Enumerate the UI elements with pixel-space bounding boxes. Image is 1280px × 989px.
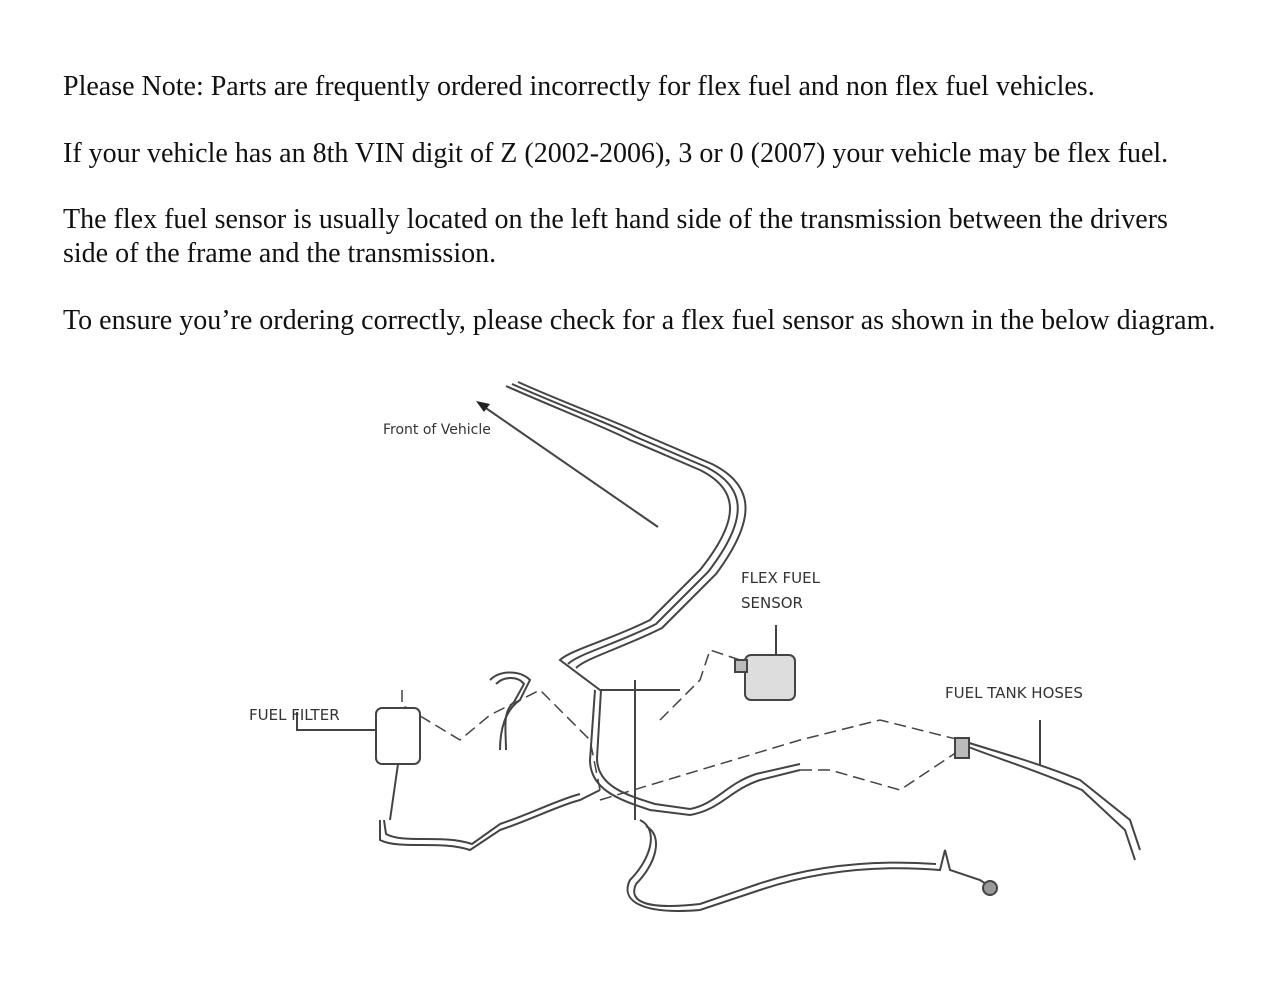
note-sensor-location-1: The flex fuel sensor is usually located on the left hand side of the transmission between the drivers bbox=[63, 204, 1168, 235]
line-connector-icon bbox=[983, 881, 997, 895]
note-sensor-location-2: side of the frame and the transmission. bbox=[63, 238, 497, 269]
fuel-filter-label: FUEL FILTER bbox=[249, 706, 340, 724]
fuel-tank-hoses bbox=[955, 720, 1140, 860]
dashed-leader-lines bbox=[402, 650, 960, 800]
flex-fuel-label-line1: FLEX FUEL bbox=[741, 569, 820, 587]
lower-fuel-lines bbox=[380, 673, 995, 911]
flex-fuel-label-line2: SENSOR bbox=[741, 594, 803, 612]
note-check-diagram: To ensure you’re ordering correctly, please check for a flex fuel sensor as shown in the below diagram. bbox=[63, 305, 1216, 336]
flex-fuel-sensor-icon bbox=[735, 625, 795, 700]
front-of-vehicle-label: Front of Vehicle bbox=[383, 422, 491, 438]
front-arrow bbox=[476, 401, 658, 527]
main-fuel-lines bbox=[506, 382, 746, 690]
fuel-tank-hoses-label: FUEL TANK HOSES bbox=[945, 684, 1083, 702]
note-vin-digit: If your vehicle has an 8th VIN digit of Z (2002-2006), 3 or 0 (2007) your vehicle may be flex fuel. bbox=[63, 138, 1169, 169]
note-parts-ordering: Please Note: Parts are frequently ordered incorrectly for flex fuel and non flex fuel vehicles. bbox=[63, 71, 1095, 102]
